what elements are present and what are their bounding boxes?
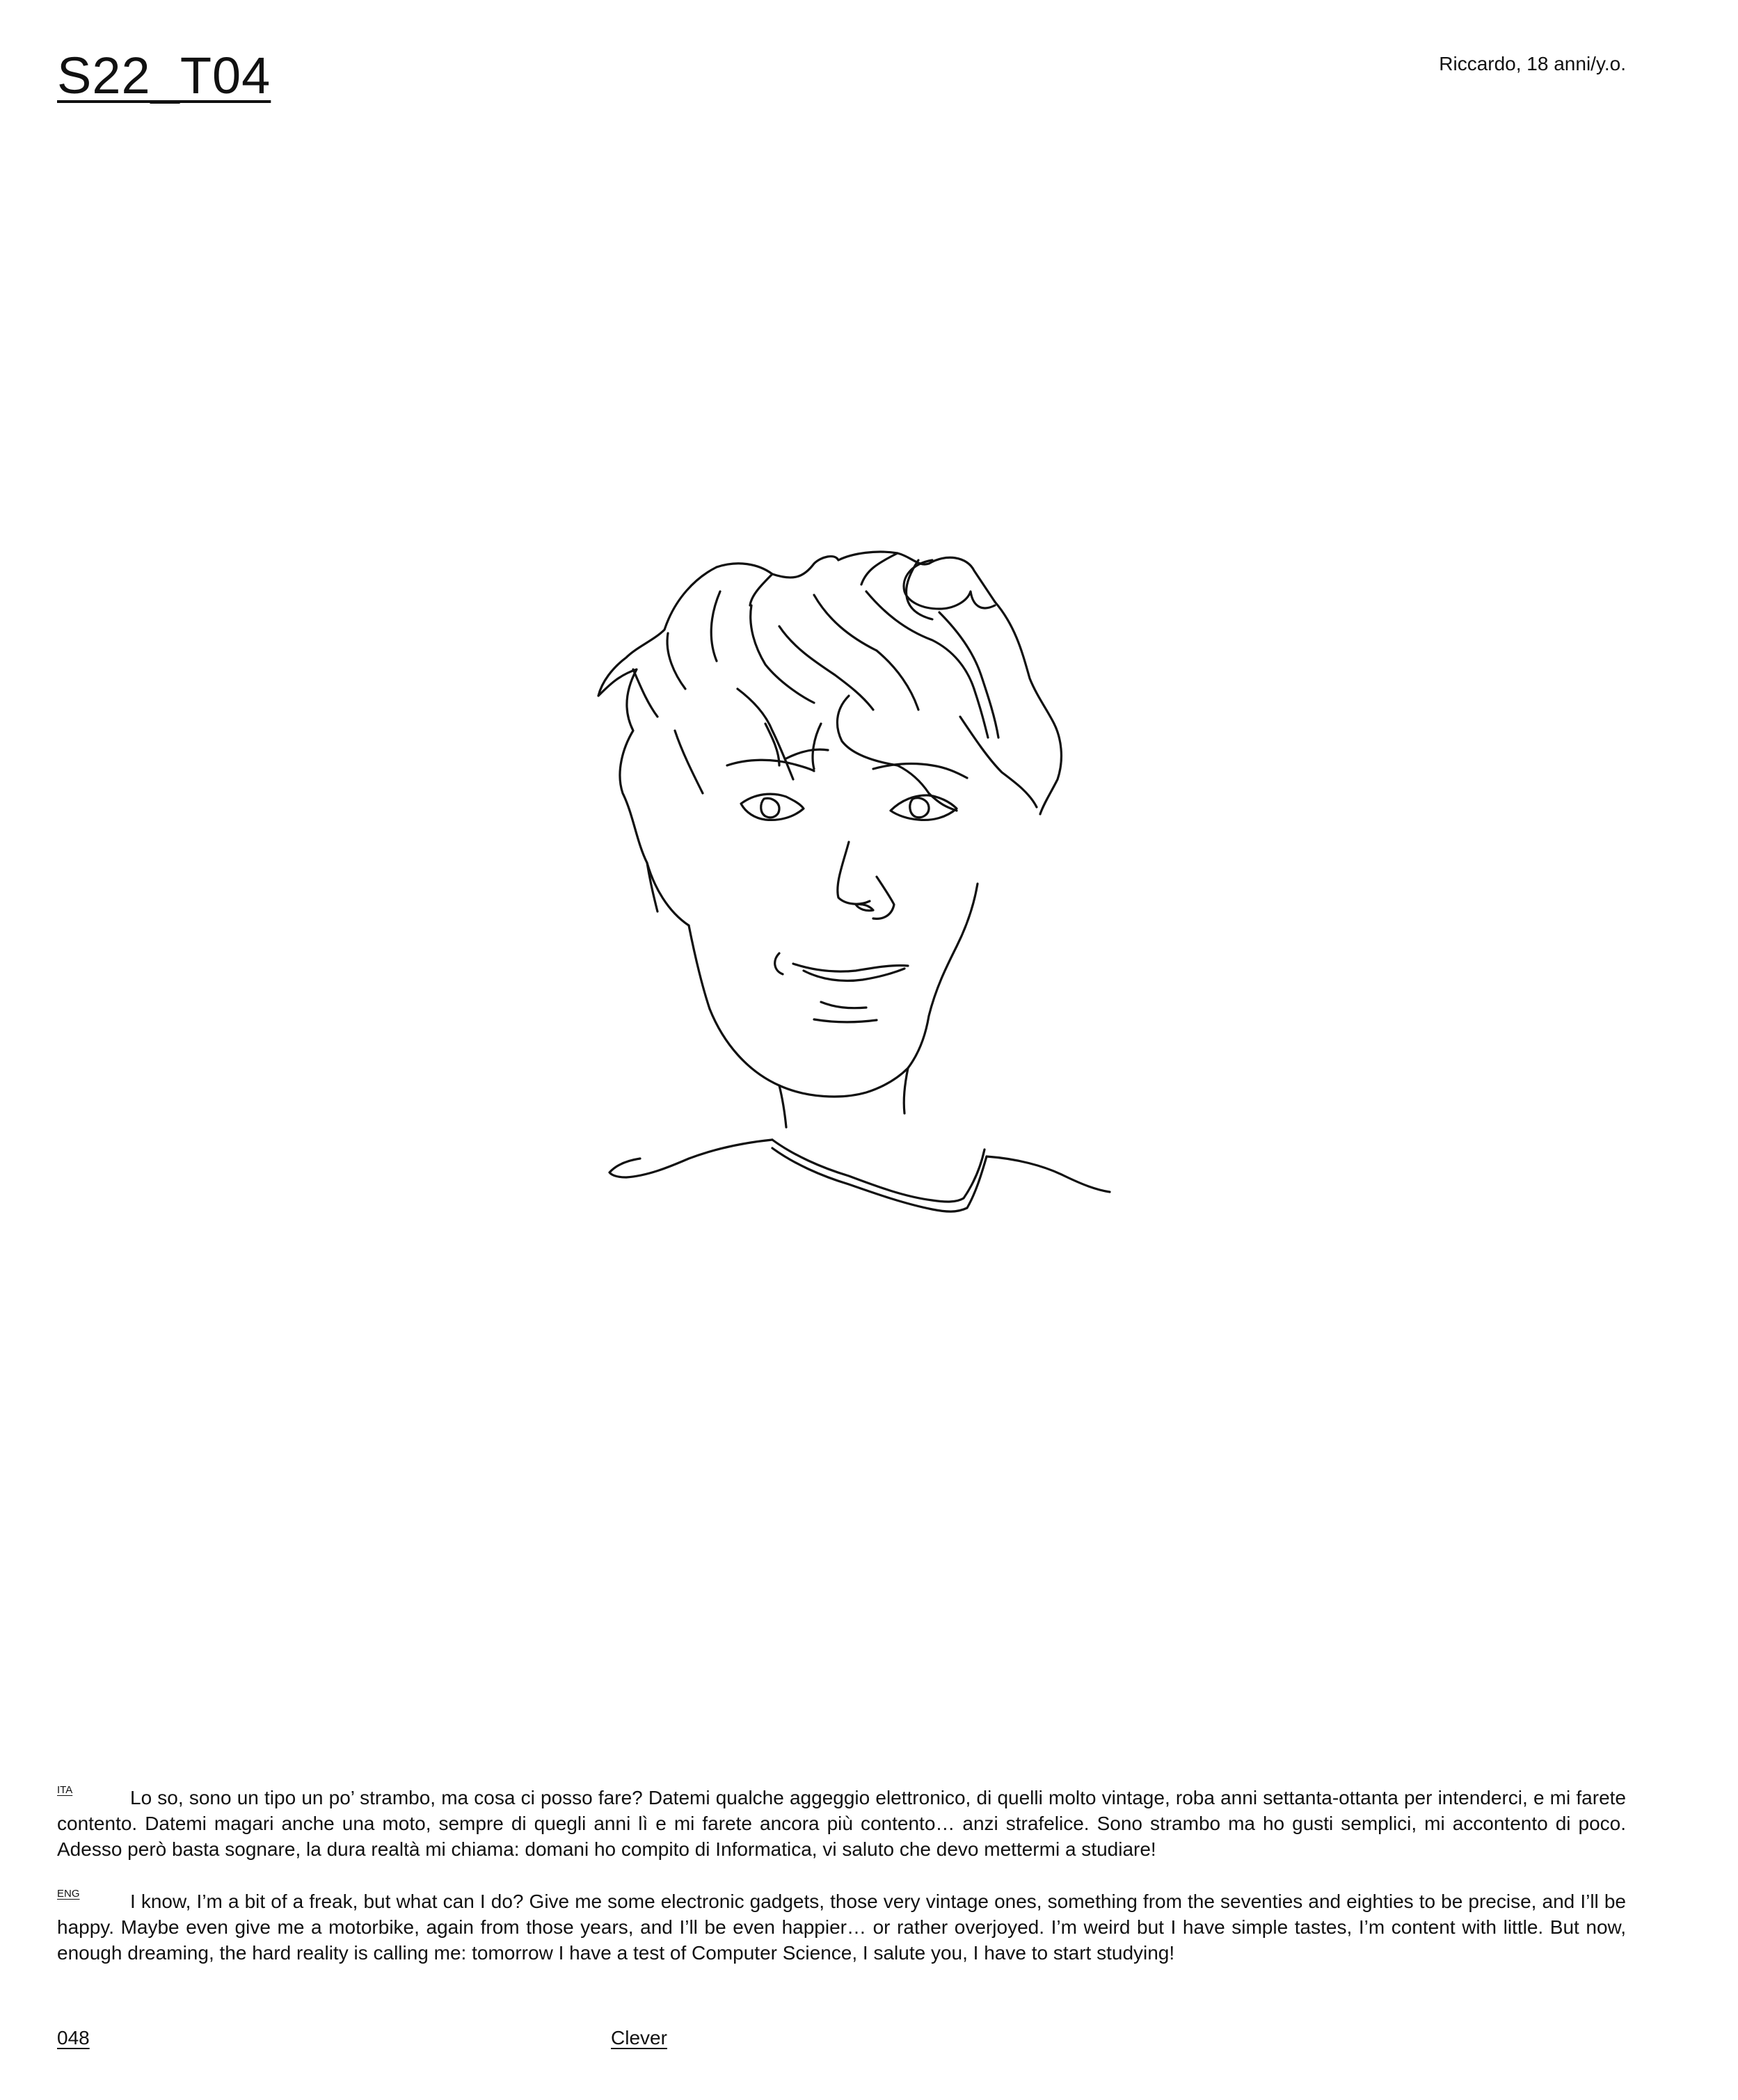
face-outline: [689, 925, 710, 1009]
left-eye: [741, 794, 804, 820]
nose: [838, 842, 870, 904]
right-eyebrow: [873, 764, 967, 778]
lang-label-eng: ENG: [57, 1888, 80, 1900]
english-text-block: [57, 1888, 1626, 1966]
shirt-collar: [772, 1140, 984, 1202]
italian-text-block: [57, 1785, 1626, 1862]
italian-paragraph: Lo so, sono un tipo un po’ strambo, ma cosa ci posso fare? Datemi qualche aggeggio elettronico, di quelli molto vintage, roba anni settanta-ottanta per intenderci, e mi farete contento. Datemi magari anche una moto, sempre di quegli anni lì e mi farete ancora più contento… anzi strafelice. Sono strambo ma ho gusti semplici, mi accontento di poco. Adesso però basta sognare, la dura realtà mi chiama: domani ho compito di Informatica, vi saluto che devo mettermi a studiare!: [57, 1787, 1626, 1860]
mouth: [793, 964, 908, 971]
english-paragraph: I know, I’m a bit of a freak, but what can I do? Give me some electronic gadgets, those very vintage ones, something from the seventies and eighties to be precise, and I’ll be happy. Maybe even give me a motorbike, again from those years, and I’ll be even happier… or rather overjoyed. I’m weird but I have simple tastes, I’m content with little. But now, enough dreaming, the hard reality is calling me: tomorrow I have a test of Computer Science, I salute you, I have to start studying!: [57, 1891, 1626, 1964]
section-link[interactable]: Clever: [611, 2027, 667, 2049]
left-shoulder: [609, 1140, 772, 1177]
right-shoulder: [987, 1156, 1110, 1192]
page-code-title: S22_T04: [57, 47, 271, 104]
portrait-line-drawing: [487, 487, 1197, 1322]
neck: [779, 1085, 786, 1127]
subject-caption: Riccardo, 18 anni/y.o.: [1439, 53, 1626, 74]
lang-label-ita: ITA: [57, 1784, 73, 1796]
page-number: 048: [57, 2027, 90, 2049]
left-eyebrow: [727, 760, 814, 771]
hair-outline: [598, 567, 717, 925]
